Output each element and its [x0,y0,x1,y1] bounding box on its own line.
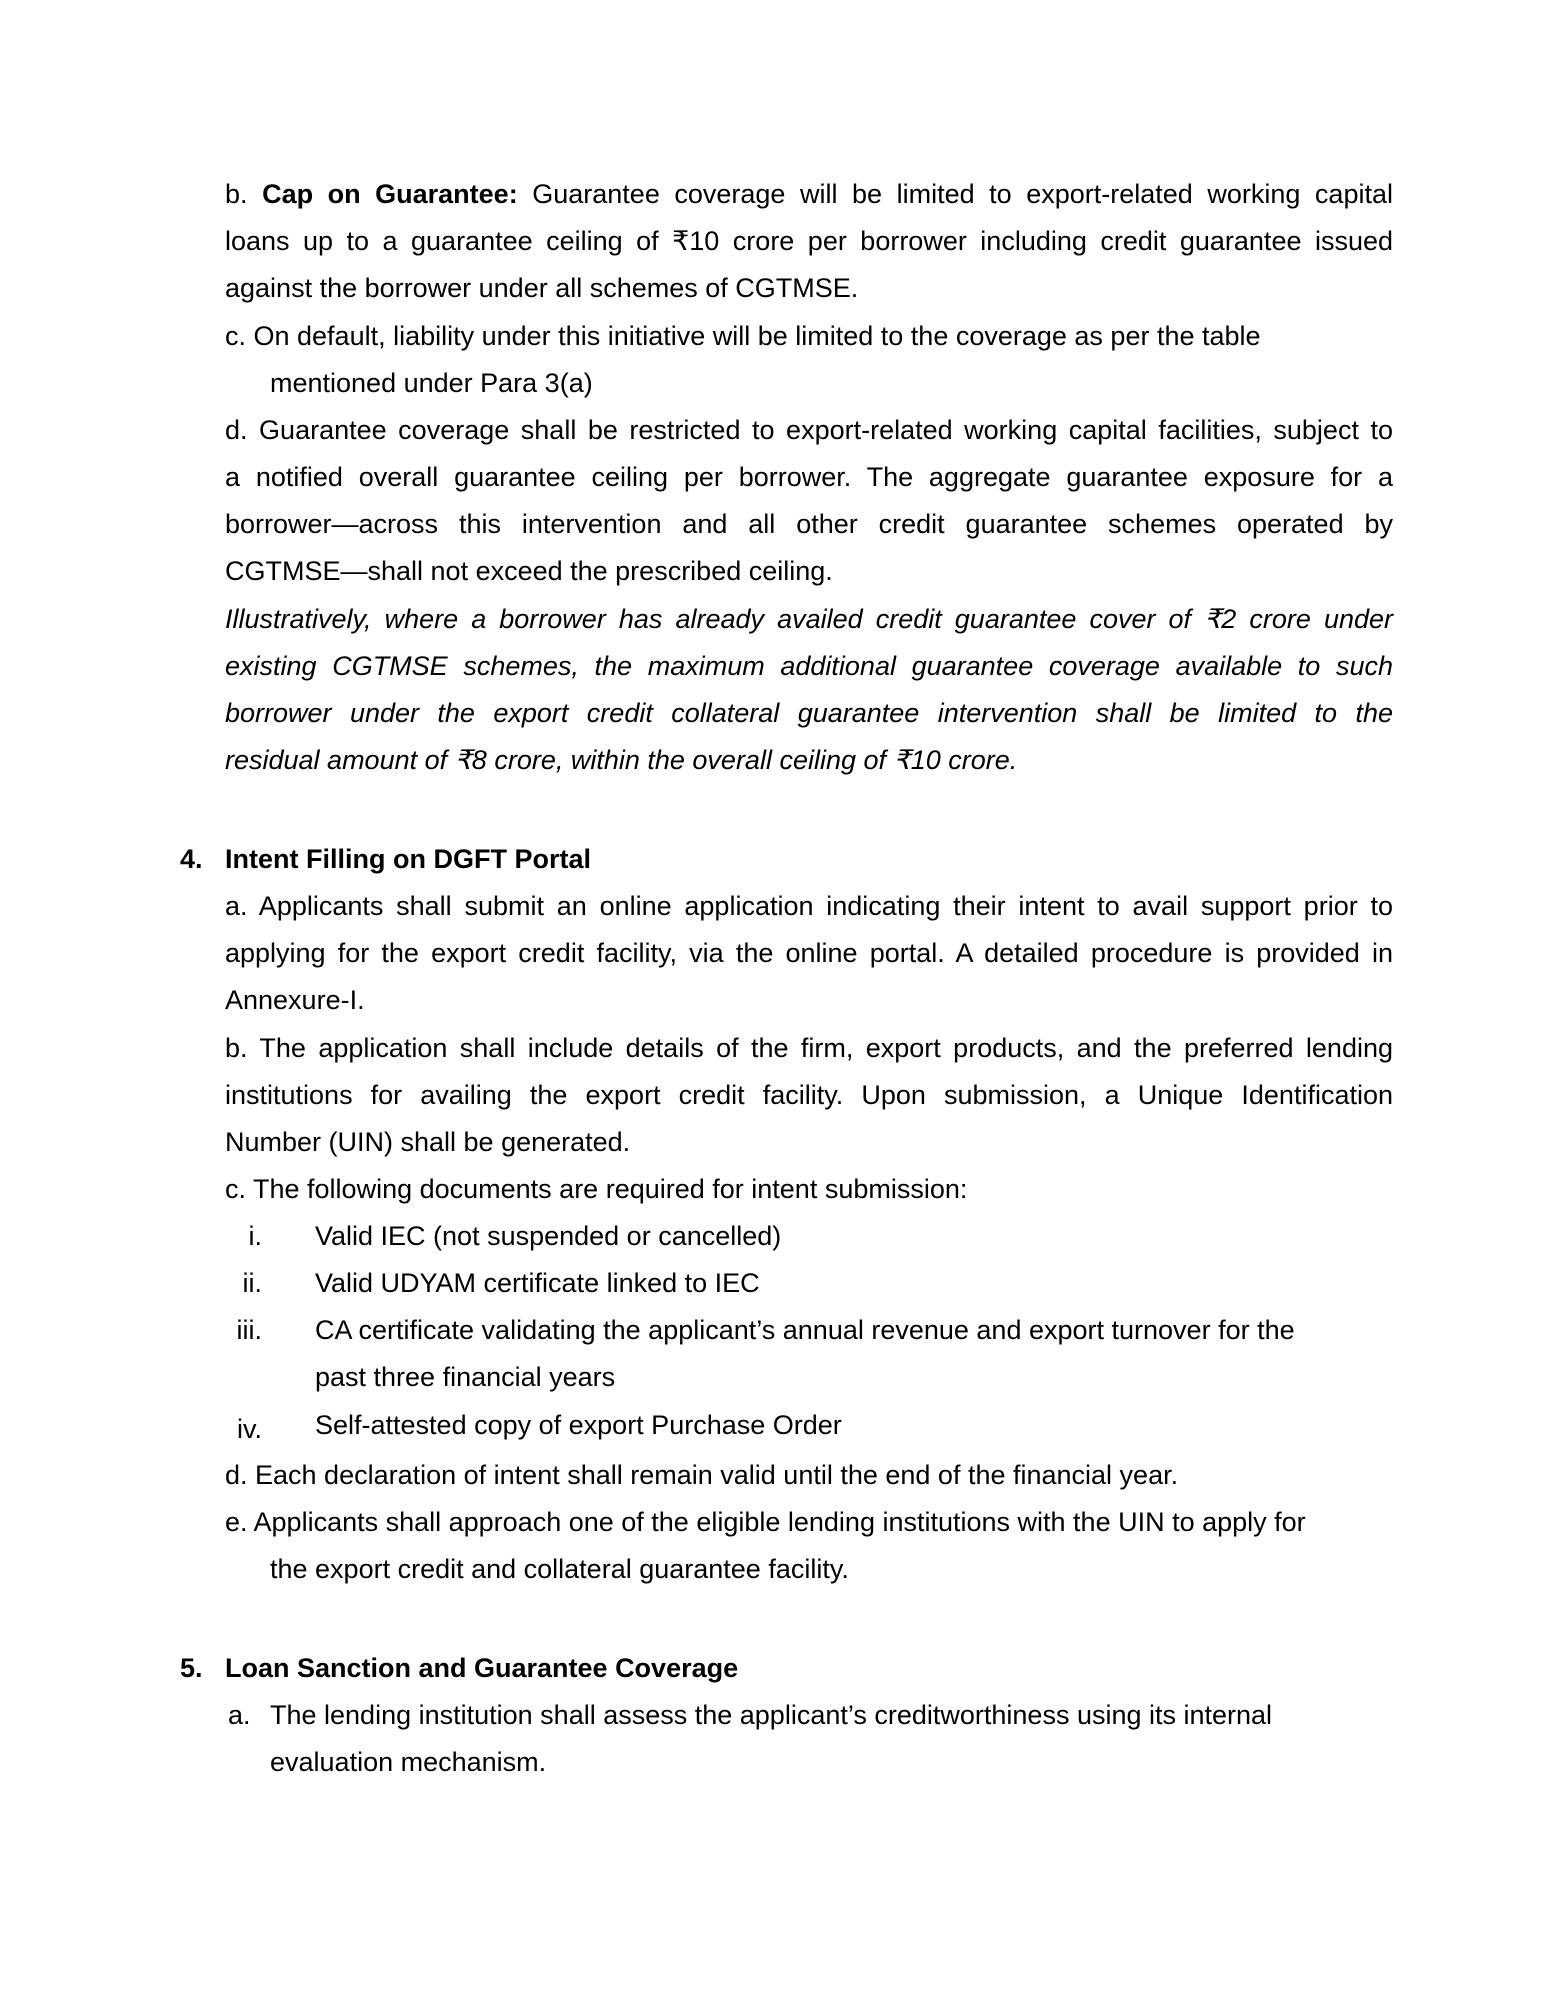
para-4b-line-1: b. The application shall include details of the firm, export products, and the preferred lending [225,1033,1393,1063]
para-4d: d. Each declaration of intent shall remain valid until the end of the financial year. [225,1460,1179,1490]
para-3c-line-1: c. On default, liability under this initiative will be limited to the coverage as per the table [225,321,1261,351]
para-3b-text: Guarantee coverage will be limited to export-related working capital [532,179,1393,209]
para-3d-line-1: d. Guarantee coverage shall be restricted to export-related working capital facilities, subject to [225,415,1393,445]
para-3d-line-3: borrower—across this intervention and all other credit guarantee schemes operated by [225,509,1393,539]
para-3b-label: b. [225,179,248,209]
para-3b-line-2: loans up to a guarantee ceiling of ₹10 crore per borrower including credit guarantee issued [225,226,1393,256]
doc-item-numeral-iv: iv. [237,1414,262,1444]
doc-item-ii: Valid UDYAM certificate linked to IEC [315,1268,760,1298]
illustration-line-4: residual amount of ₹8 crore, within the overall ceiling of ₹10 crore. [225,745,1018,775]
doc-item-iv: Self-attested copy of export Purchase Order [315,1410,842,1440]
para-4c-intro: c. The following documents are required for intent submission: [225,1174,968,1204]
para-5a-line-1: The lending institution shall assess the applicant’s creditworthiness using its internal [270,1700,1273,1730]
para-4a-line-3: Annexure-I. [225,985,365,1015]
doc-item-iii-line-1: CA certificate validating the applicant’s annual revenue and export turnover for the [315,1315,1295,1345]
illustration-line-3: borrower under the export credit collateral guarantee intervention shall be limited to the [225,698,1393,728]
section-4-number: 4. [180,844,203,874]
para-3c-line-2: mentioned under Para 3(a) [270,368,593,398]
para-3b-line-1 [225,178,1393,210]
para-3b-title: Cap on Guarantee: [262,179,518,209]
para-4e-line-1: e. Applicants shall approach one of the eligible lending institutions with the UIN to apply for [225,1507,1306,1537]
doc-item-numeral-ii: ii. [242,1268,262,1298]
para-4a-line-2: applying for the export credit facility, via the online portal. A detailed procedure is provided in [225,938,1393,968]
para-3b-line-3: against the borrower under all schemes of CGTMSE. [225,273,859,303]
doc-item-i: Valid IEC (not suspended or cancelled) [315,1221,782,1251]
para-4a-line-1: a. Applicants shall submit an online application indicating their intent to avail support prior to [225,891,1393,921]
doc-item-numeral-i: i. [248,1221,262,1251]
section-5-number: 5. [180,1653,203,1683]
illustration-line-2: existing CGTMSE schemes, the maximum additional guarantee coverage available to such [225,651,1393,681]
para-4e-line-2: the export credit and collateral guarantee facility. [270,1554,849,1584]
para-3d-line-2: a notified overall guarantee ceiling per borrower. The aggregate guarantee exposure for a [225,462,1393,492]
illustration-line-1: Illustratively, where a borrower has already availed credit guarantee cover of ₹2 crore under [225,604,1393,634]
para-5a-label: a. [228,1700,251,1730]
section-5-heading: Loan Sanction and Guarantee Coverage [225,1653,739,1683]
section-4-heading: Intent Filling on DGFT Portal [225,844,591,874]
para-4b-line-2: institutions for availing the export credit facility. Upon submission, a Unique Identification [225,1080,1393,1110]
para-3d-line-4: CGTMSE—shall not exceed the prescribed ceiling. [225,556,833,586]
doc-item-numeral-iii: iii. [236,1315,262,1345]
doc-item-iii-line-2: past three financial years [315,1362,616,1392]
para-4b-line-3: Number (UIN) shall be generated. [225,1127,631,1157]
para-5a-line-2: evaluation mechanism. [270,1747,547,1777]
